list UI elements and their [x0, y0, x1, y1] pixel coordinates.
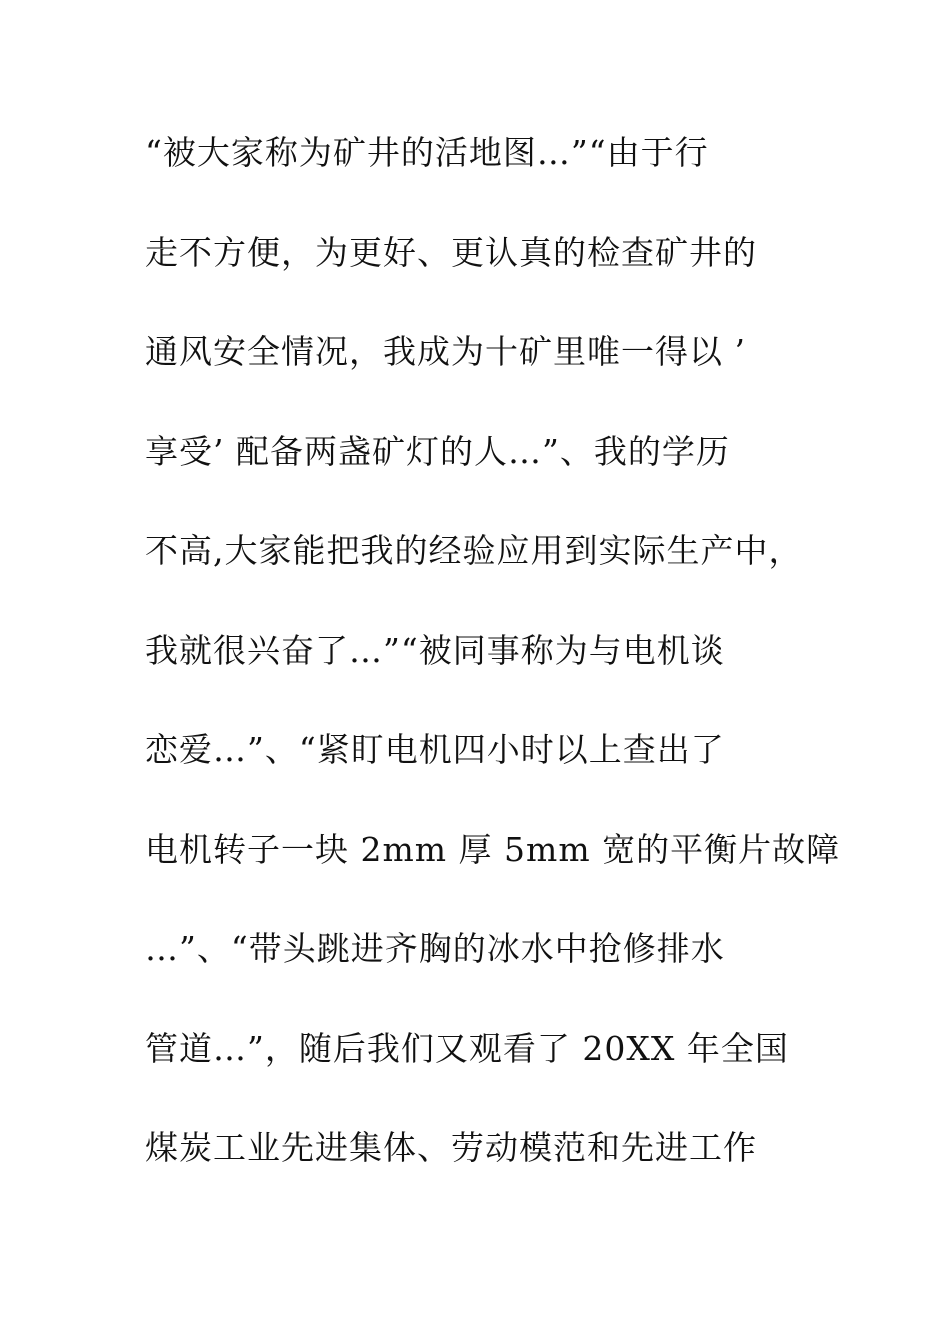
- text-line-9: …”、“带头跳进齐胸的冰水中抢修排水: [145, 929, 725, 968]
- text-line-6: 我就很兴奋了…”“被同事称为与电机谈: [145, 630, 725, 670]
- text-line-5: 不高,大家能把我的经验应用到实际生产中，: [145, 531, 803, 570]
- text-line-4: 享受’ 配备两盏矿灯的人…”、我的学历: [145, 431, 730, 471]
- text-line-11: 煤炭工业先进集体、劳动模范和先进工作: [145, 1128, 757, 1167]
- text-line-8: 电机转子一块 2mm 厚 5mm 宽的平衡片故障: [145, 829, 841, 869]
- body-text: [145, 123, 865, 1218]
- text-line-1: “被大家称为矿井的活地图…”“由于行: [145, 133, 709, 172]
- text-line-3: 通风安全情况，我成为十矿里唯一得以 ’: [145, 332, 746, 371]
- text-line-7: 恋爱…”、“紧盯电机四小时以上查出了: [145, 730, 725, 769]
- text-line-10: 管道…”，随后我们又观看了 20XX 年全国: [145, 1028, 789, 1068]
- text-line-2: 走不方便，为更好、更认真的检查矿井的: [145, 232, 757, 272]
